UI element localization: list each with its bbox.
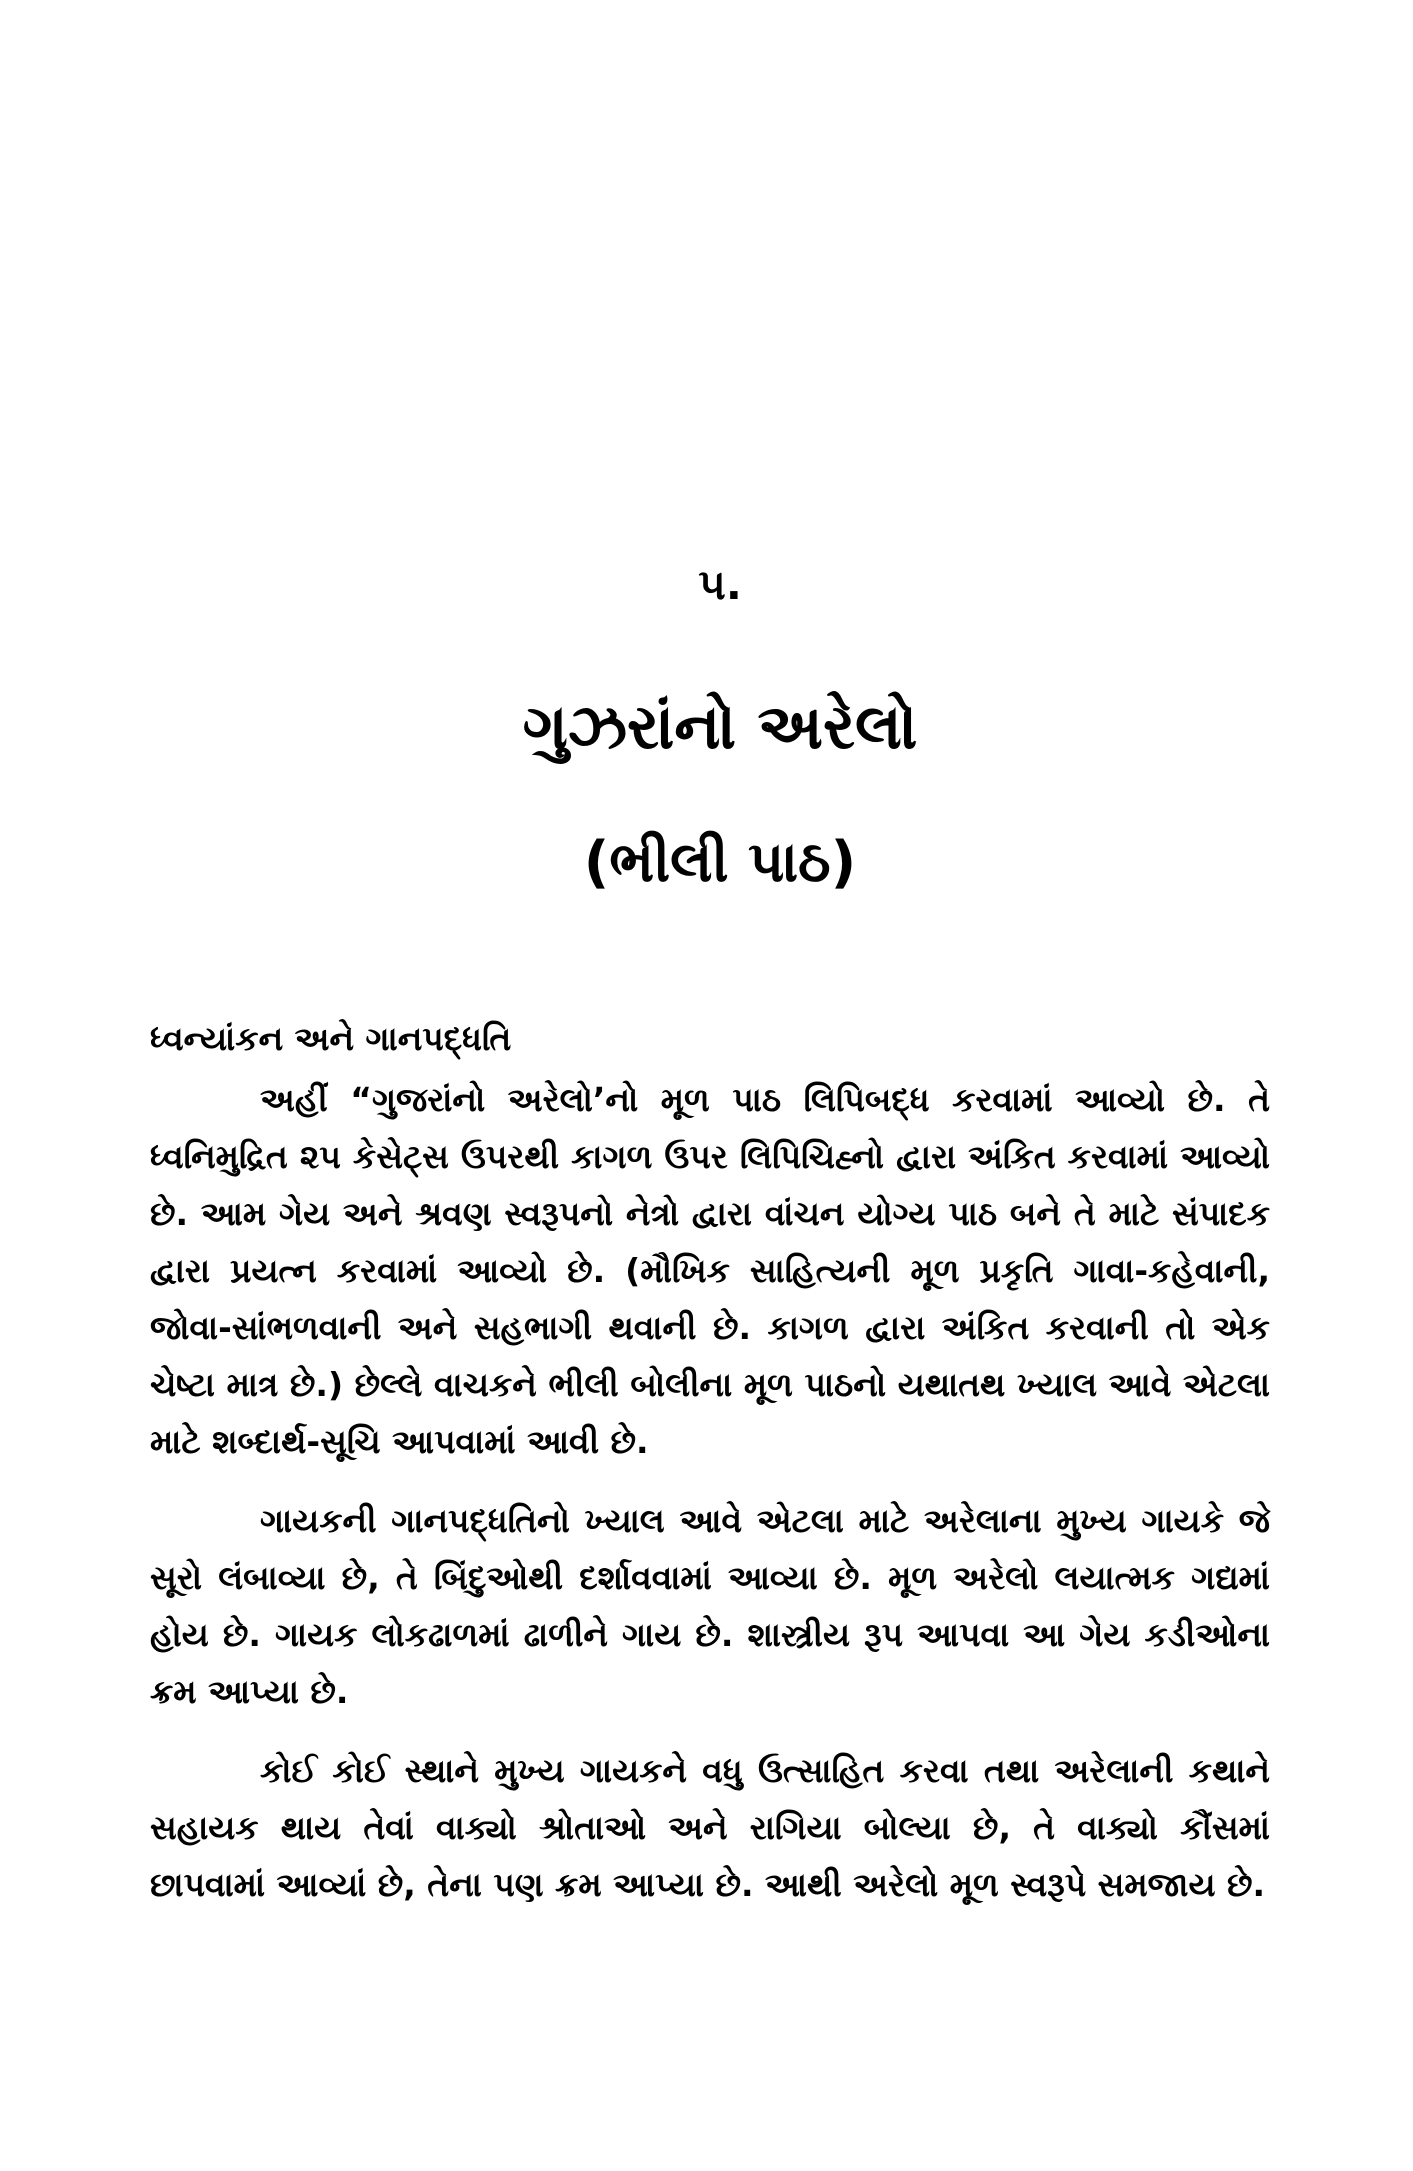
paragraph-3: કોઈ કોઈ સ્થાને મુખ્ય ગાયકને વધુ ઉત્સાહિત કરવા તથા અરેલાની કથાને સહાયક થાય તેવાં વાક્યો શ્રોતાઓ અને રાગિયા બોલ્યા છે, તે વાક્યો કૌંસમાં છાપવામાં આવ્યાં છે, તેના પણ ક્રમ આપ્યા છે. આથી અરેલો મૂળ સ્વરૂપે સમજાય છે. [150, 1751, 1270, 1904]
paragraph-1: અહીં “ગુજરાંનો અરેલો’નો મૂળ પાઠ લિપિબદ્ધ કરવામાં આવ્યો છે. તે ધ્વનિમુદ્રિત ૨૫ કેસેટ્સ ઉપરથી કાગળ ઉપર લિપિચિહ્નો દ્વારા અંકિત કરવામાં આવ્યો છે. આમ ગેય અને શ્રવણ સ્વરૂપનો નેત્રો દ્વારા વાંચન યોગ્ય પાઠ બને તે માટે સંપાદક દ્વારા પ્રયત્ન કરવામાં આવ્યો છે. (મૌખિક સાહિત્યની મૂળ પ્રકૃતિ ગાવા-કહેવાની, જોવા-સાંભળવાની અને સહભાગી થવાની છે. કાગળ દ્વારા અંકિત કરવાની તો એક ચેષ્ટા માત્ર છે.) છેલ્લે વાચકને ભીલી બોલીના મૂળ પાઠનો યથાતથ ખ્યાલ આવે એટલા માટે શબ્દાર્થ-સૂચિ આપવામાં આવી છે. [150, 1080, 1270, 1461]
chapter-title: ગુઝરાંનો અરેલો [522, 690, 918, 763]
paragraph-2: ગાયકની ગાનપદ્ધતિનો ખ્યાલ આવે એટલા માટે અરેલાના મુખ્ય ગાયકે જે સૂરો લંબાવ્યા છે, તે બિંદુઓથી દર્શાવવામાં આવ્યા છે. મૂળ અરેલો લયાત્મક ગદ્યમાં હોય છે. ગાયક લોકઢાળમાં ઢાળીને ગાય છે. શાસ્ત્રીય રૂપ આપવા આ ગેય કડીઓના ક્રમ આપ્યા છે. [150, 1501, 1270, 1711]
section-body [150, 1010, 1270, 1935]
section-heading: ધ્વન્યાંકન અને ગાનપદ્ધતિ [150, 1019, 512, 1058]
chapter-subtitle: (ભીલી પાઠ) [583, 830, 857, 895]
chapter-number: ૫. [698, 560, 742, 609]
